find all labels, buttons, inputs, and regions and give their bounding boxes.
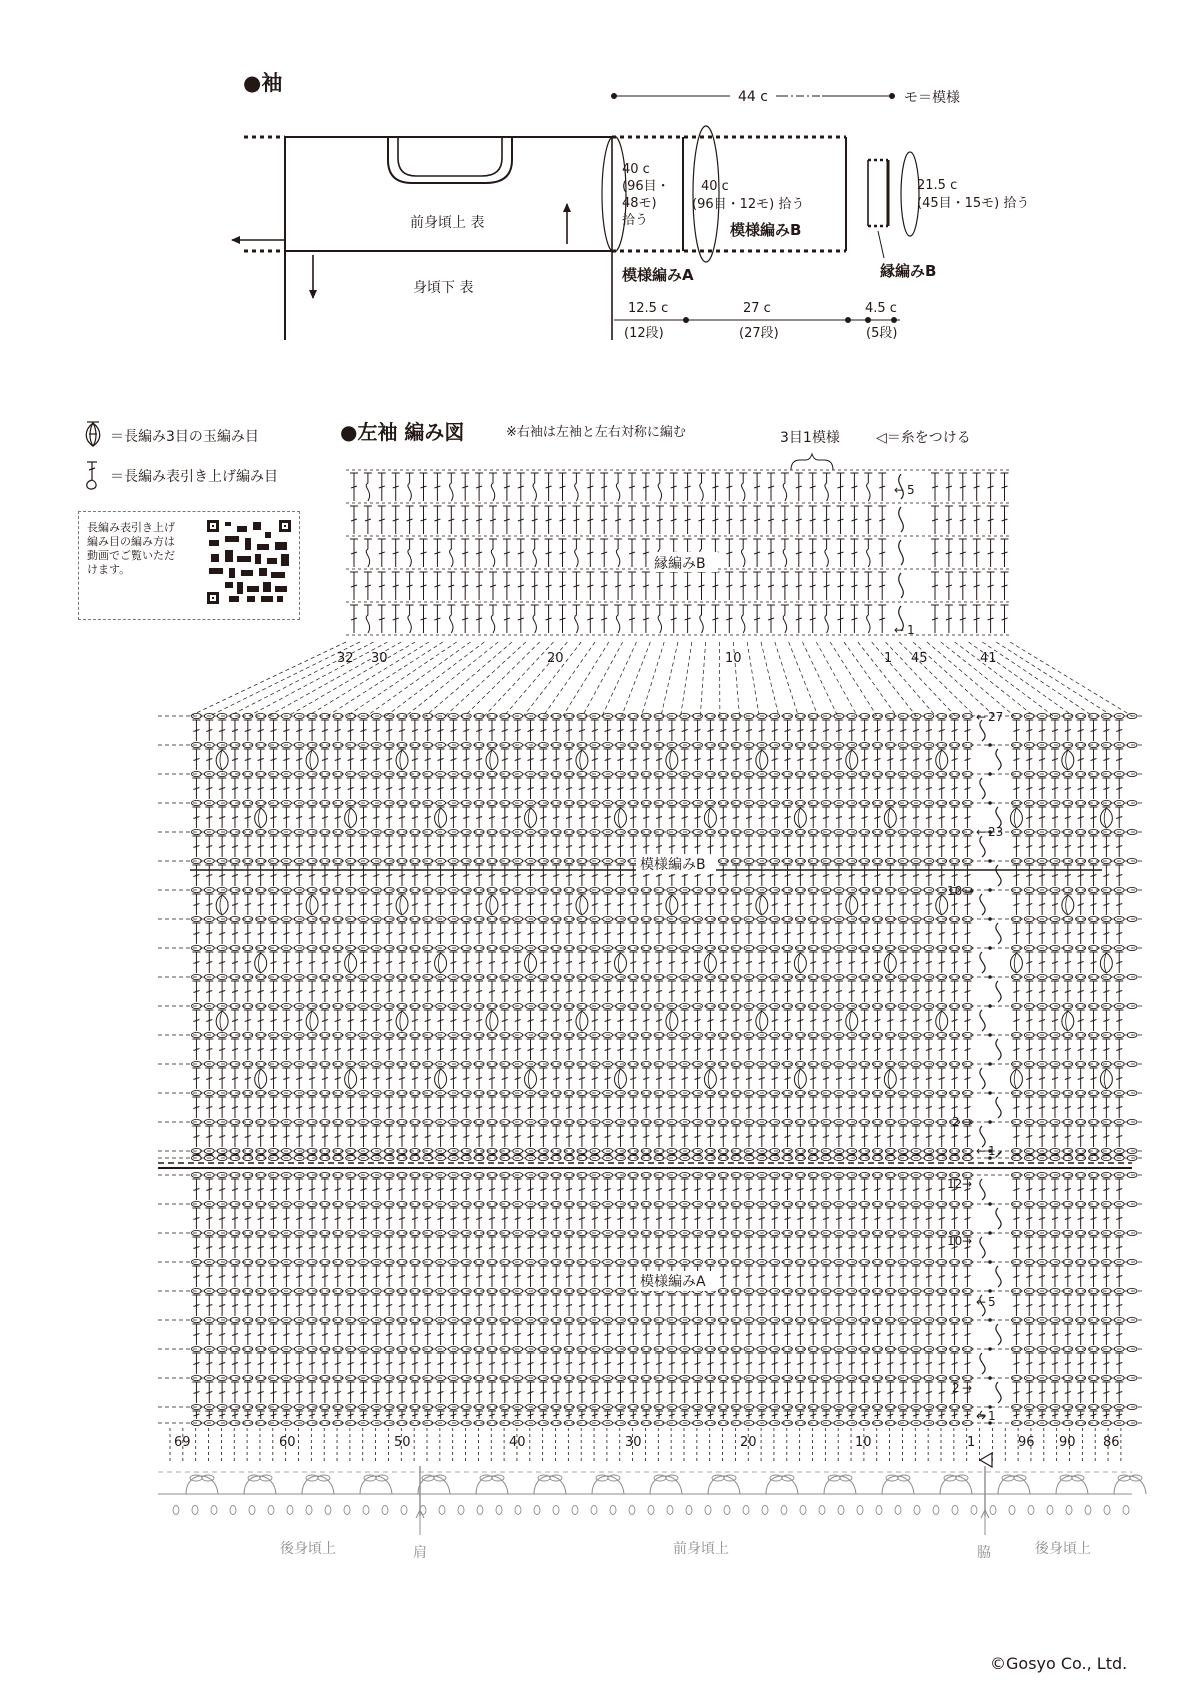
fan-guide bbox=[249, 642, 388, 716]
bobble-symbol-icon bbox=[86, 422, 100, 446]
edge-pickup-line2: (45目・15モ) 拾う bbox=[917, 196, 1030, 211]
bobble-stitch-inner bbox=[850, 750, 852, 770]
front-post-symbol-icon bbox=[87, 462, 97, 489]
edge-turning-stitch bbox=[899, 540, 904, 565]
fan-guide bbox=[602, 642, 636, 716]
bobble-stitch-inner bbox=[670, 750, 672, 770]
bobble-stitch bbox=[884, 1069, 896, 1089]
turning-chain bbox=[996, 865, 1001, 886]
row-join-dot bbox=[988, 859, 992, 863]
pattern-b-label: 模様編みB bbox=[730, 221, 802, 239]
bobble-stitch bbox=[666, 750, 678, 770]
row-join-dot bbox=[988, 946, 992, 950]
turning-chain bbox=[996, 1039, 1001, 1060]
row-join-dot bbox=[988, 772, 992, 776]
bobble-stitch bbox=[884, 953, 896, 973]
body-upper-label: 前身頃上 表 bbox=[410, 215, 485, 231]
bobble-stitch bbox=[1100, 1069, 1112, 1089]
pickup-b-line2: (96目・12モ) 拾う bbox=[692, 197, 805, 212]
edge-pickup-line1: 21.5 c bbox=[917, 178, 958, 193]
row-join-dot bbox=[988, 975, 992, 979]
fan-guide bbox=[747, 642, 759, 716]
row-join-dot bbox=[988, 1062, 992, 1066]
pickup-a-line1: 40 c bbox=[622, 162, 650, 177]
bobble-stitch-inner bbox=[618, 808, 620, 828]
row-join-dot bbox=[988, 917, 992, 921]
edge-turning-stitch bbox=[899, 573, 904, 598]
bobble-stitch bbox=[525, 953, 537, 973]
bobble-stitch-inner bbox=[939, 750, 941, 770]
bobble-stitch bbox=[666, 895, 678, 915]
bobble-stitch-inner bbox=[618, 1069, 620, 1089]
turning-chain bbox=[980, 1068, 985, 1089]
turning-chain bbox=[996, 981, 1001, 1002]
fan-guide bbox=[789, 642, 818, 716]
chart-title: ●左袖 編み図 bbox=[340, 420, 465, 444]
sleeve-overview bbox=[232, 71, 1029, 341]
post-stitch bbox=[783, 473, 786, 501]
fan-guide bbox=[661, 642, 678, 716]
bobble-stitch bbox=[666, 1011, 678, 1031]
bobble-stitch-inner bbox=[708, 953, 710, 973]
bobble-stitch-inner bbox=[348, 953, 350, 973]
pickup-a-line3: 48モ) bbox=[622, 196, 657, 211]
fan-guide bbox=[445, 642, 526, 716]
mo-legend: モ＝模様 bbox=[904, 90, 960, 106]
post-stitch bbox=[533, 605, 536, 633]
bobble-legend-text: ＝長編み3目の玉編み目 bbox=[110, 429, 259, 445]
len-c: 4.5 c bbox=[865, 301, 897, 316]
post-stitch bbox=[825, 605, 828, 633]
fan-guide bbox=[996, 642, 1112, 716]
turning-chain bbox=[980, 1010, 985, 1031]
bobble-stitch bbox=[435, 1069, 447, 1089]
bobble-stitch-inner bbox=[528, 808, 530, 828]
bobble-stitch-inner bbox=[528, 1069, 530, 1089]
width-44-label: 44 c bbox=[738, 89, 768, 105]
bobble-stitch bbox=[216, 750, 228, 770]
bobble-stitch bbox=[486, 895, 498, 915]
bobble-stitch bbox=[1062, 895, 1074, 915]
post-stitch bbox=[783, 605, 786, 633]
fan-guide bbox=[190, 642, 346, 716]
pattern-b-grid bbox=[158, 713, 1142, 1160]
post-stitch bbox=[700, 605, 703, 633]
post-stitch bbox=[700, 473, 703, 501]
bobble-stitch bbox=[525, 1069, 537, 1089]
bobble-stitch bbox=[614, 953, 626, 973]
bobble-stitch-inner bbox=[798, 1069, 800, 1089]
bobble-stitch bbox=[794, 953, 806, 973]
bobble-stitch bbox=[396, 895, 408, 915]
bobble-stitch bbox=[345, 1069, 357, 1089]
rows-b: (27段) bbox=[739, 326, 779, 341]
repeat-label: 3目1模様 bbox=[780, 430, 840, 446]
bobble-stitch bbox=[756, 750, 768, 770]
bobble-stitch bbox=[846, 750, 858, 770]
post-stitch bbox=[741, 539, 744, 567]
bobble-stitch-inner bbox=[528, 953, 530, 973]
post-stitch bbox=[825, 473, 828, 501]
bobble-stitch-inner bbox=[1014, 953, 1016, 973]
bobble-stitch bbox=[846, 895, 858, 915]
bobble-stitch-inner bbox=[438, 808, 440, 828]
bobble-stitch bbox=[576, 1011, 588, 1031]
bobble-stitch-inner bbox=[258, 1069, 260, 1089]
post-stitch bbox=[408, 605, 411, 633]
bobble-stitch-inner bbox=[708, 808, 710, 828]
row-join-dot bbox=[988, 743, 992, 747]
bobble-stitch-inner bbox=[490, 895, 492, 915]
row-join-dot bbox=[988, 1004, 992, 1008]
post-stitch bbox=[366, 539, 369, 567]
row-join-dot bbox=[988, 1091, 992, 1095]
edge-b-label: 縁編みB bbox=[880, 262, 937, 280]
bobble-stitch-inner bbox=[580, 750, 582, 770]
bobble-stitch bbox=[1100, 953, 1112, 973]
bobble-stitch-inner bbox=[798, 953, 800, 973]
bobble-stitch-inner bbox=[760, 895, 762, 915]
bobble-stitch-inner bbox=[438, 1069, 440, 1089]
bobble-stitch bbox=[306, 750, 318, 770]
pattern-a-label: 模様編みA bbox=[622, 266, 694, 284]
bobble-stitch bbox=[306, 895, 318, 915]
bobble-stitch-inner bbox=[1066, 895, 1068, 915]
bobble-stitch bbox=[1062, 1011, 1074, 1031]
post-stitch bbox=[408, 539, 411, 567]
post-stitch bbox=[491, 473, 494, 501]
bobble-stitch-inner bbox=[258, 808, 260, 828]
bobble-stitch bbox=[614, 1069, 626, 1089]
body-shape bbox=[232, 137, 612, 340]
bobble-stitch-inner bbox=[490, 750, 492, 770]
pickup-a-line2: (96目・ bbox=[622, 179, 670, 194]
post-stitch bbox=[616, 605, 619, 633]
post-stitch bbox=[450, 539, 453, 567]
post-stitch bbox=[491, 605, 494, 633]
bobble-stitch bbox=[846, 1011, 858, 1031]
bobble-stitch bbox=[576, 750, 588, 770]
bobble-stitch bbox=[936, 1011, 948, 1031]
turning-chain bbox=[980, 894, 985, 915]
bobble-stitch bbox=[345, 808, 357, 828]
symbol-legend bbox=[86, 422, 278, 489]
fan-guide bbox=[308, 642, 429, 716]
fan-guide bbox=[426, 642, 513, 716]
len-b: 27 c bbox=[743, 301, 771, 316]
row-join-dot bbox=[988, 1033, 992, 1037]
post-stitch bbox=[616, 539, 619, 567]
post-stitch bbox=[491, 539, 494, 567]
bobble-stitch bbox=[884, 808, 896, 828]
post-stitch bbox=[366, 605, 369, 633]
post-stitch bbox=[867, 473, 870, 501]
post-stitch bbox=[741, 473, 744, 501]
bobble-stitch-inner bbox=[1014, 1069, 1016, 1089]
bobble-stitch bbox=[1062, 750, 1074, 770]
post-stitch bbox=[825, 539, 828, 567]
post-stitch bbox=[533, 539, 536, 567]
pickup-b-line1: 40 c bbox=[701, 179, 729, 194]
bobble-stitch bbox=[486, 1011, 498, 1031]
turning-chain bbox=[996, 923, 1001, 944]
fan-guide bbox=[816, 642, 857, 716]
bobble-stitch bbox=[936, 750, 948, 770]
bobble-stitch-inner bbox=[1104, 1069, 1106, 1089]
bobble-stitch bbox=[486, 750, 498, 770]
bobble-stitch-inner bbox=[310, 750, 312, 770]
repeat-brace bbox=[791, 454, 833, 470]
bobble-stitch bbox=[794, 1069, 806, 1089]
chart-note: ※右袖は左袖と左右対称に編む bbox=[506, 425, 686, 440]
post-stitch bbox=[867, 605, 870, 633]
bobble-stitch-inner bbox=[888, 1069, 890, 1089]
post-stitch bbox=[575, 539, 578, 567]
fan-guide bbox=[955, 642, 1054, 716]
bobble-stitch-inner bbox=[939, 895, 941, 915]
bobble-stitch-inner bbox=[888, 953, 890, 973]
bobble-stitch bbox=[756, 1011, 768, 1031]
bobble-stitch-inner bbox=[438, 953, 440, 973]
bobble-stitch-inner bbox=[1066, 1011, 1068, 1031]
bobble-stitch-inner bbox=[580, 1011, 582, 1031]
bobble-stitch-inner bbox=[220, 895, 222, 915]
post-stitch bbox=[741, 605, 744, 633]
front-post-legend-text: ＝長編み表引き上げ編み目 bbox=[110, 469, 278, 485]
fan-guide bbox=[700, 642, 705, 716]
bobble-stitch bbox=[1010, 953, 1022, 973]
bobble-stitch bbox=[936, 895, 948, 915]
fan-guide bbox=[641, 642, 664, 716]
bobble-stitch-inner bbox=[220, 750, 222, 770]
bobble-stitch-inner bbox=[348, 808, 350, 828]
bobble-stitch bbox=[255, 1069, 267, 1089]
bobble-stitch bbox=[396, 750, 408, 770]
post-stitch bbox=[867, 539, 870, 567]
edge-turning-stitch bbox=[899, 507, 904, 532]
bobble-stitch-inner bbox=[490, 1011, 492, 1031]
bobble-stitch-inner bbox=[670, 1011, 672, 1031]
pickup-a-line4: 拾う bbox=[622, 213, 649, 228]
rows-a: (12段) bbox=[624, 326, 664, 341]
turning-chain bbox=[980, 952, 985, 973]
bobble-stitch bbox=[704, 953, 716, 973]
bobble-stitch-inner bbox=[1014, 808, 1016, 828]
sleeve-shape bbox=[602, 126, 919, 262]
length-dimensions bbox=[614, 317, 900, 323]
bobble-stitch bbox=[756, 895, 768, 915]
sleeve-title: ●袖 bbox=[243, 71, 283, 95]
bobble-stitch bbox=[1100, 808, 1112, 828]
bobble-stitch-inner bbox=[708, 1069, 710, 1089]
bobble-stitch bbox=[704, 1069, 716, 1089]
fan-guide bbox=[406, 642, 498, 716]
fan-guide bbox=[465, 642, 540, 716]
fan-guide bbox=[681, 642, 692, 716]
post-stitch bbox=[616, 473, 619, 501]
bobble-stitch bbox=[525, 808, 537, 828]
bobble-stitch bbox=[614, 808, 626, 828]
turning-chain bbox=[980, 778, 985, 799]
bobble-stitch bbox=[435, 808, 447, 828]
row-join-dot bbox=[988, 801, 992, 805]
bobble-stitch bbox=[435, 953, 447, 973]
fan-guide bbox=[583, 642, 623, 716]
post-stitch bbox=[450, 473, 453, 501]
bobble-stitch-inner bbox=[580, 895, 582, 915]
join-legend: ◁＝糸をつける bbox=[876, 430, 971, 446]
bobble-stitch-inner bbox=[670, 895, 672, 915]
fan-guide bbox=[761, 642, 779, 716]
turning-chain bbox=[996, 1097, 1001, 1118]
bobble-stitch bbox=[216, 895, 228, 915]
bobble-stitch-inner bbox=[1104, 808, 1106, 828]
bobble-stitch-inner bbox=[400, 895, 402, 915]
bobble-stitch-inner bbox=[939, 1011, 941, 1031]
bobble-stitch bbox=[1010, 1069, 1022, 1089]
bobble-stitch-inner bbox=[1066, 750, 1068, 770]
bobble-stitch-inner bbox=[310, 895, 312, 915]
bobble-stitch bbox=[704, 808, 716, 828]
bobble-stitch bbox=[216, 1011, 228, 1031]
bobble-stitch-inner bbox=[760, 750, 762, 770]
bobble-stitch bbox=[1010, 808, 1022, 828]
bobble-stitch bbox=[345, 953, 357, 973]
bobble-stitch bbox=[255, 953, 267, 973]
bobble-stitch-inner bbox=[220, 1011, 222, 1031]
row-join-dot bbox=[988, 888, 992, 892]
fan-guide bbox=[347, 642, 457, 716]
turning-chain bbox=[980, 836, 985, 857]
post-stitch bbox=[366, 473, 369, 501]
post-stitch bbox=[575, 605, 578, 633]
post-stitch bbox=[575, 473, 578, 501]
fan-guide bbox=[563, 642, 609, 716]
bobble-stitch-inner bbox=[310, 1011, 312, 1031]
bobble-stitch-inner bbox=[348, 1069, 350, 1089]
bobble-stitch-inner bbox=[1104, 953, 1106, 973]
fan-guide bbox=[622, 642, 651, 716]
post-stitch bbox=[408, 473, 411, 501]
bobble-stitch-inner bbox=[400, 750, 402, 770]
row-join-dot bbox=[988, 1120, 992, 1124]
post-stitch bbox=[450, 605, 453, 633]
bobble-stitch-inner bbox=[798, 808, 800, 828]
post-stitch bbox=[658, 473, 661, 501]
bobble-stitch-inner bbox=[850, 1011, 852, 1031]
width-44-dimension bbox=[611, 86, 895, 106]
fan-guide bbox=[386, 642, 484, 716]
bobble-stitch-inner bbox=[400, 1011, 402, 1031]
bobble-stitch-inner bbox=[850, 895, 852, 915]
body-lower-label: 身頃下 表 bbox=[413, 280, 474, 296]
post-stitch bbox=[783, 539, 786, 567]
turning-chain bbox=[996, 749, 1001, 770]
bobble-stitch-inner bbox=[258, 953, 260, 973]
bobble-stitch bbox=[794, 808, 806, 828]
bobble-stitch-inner bbox=[618, 953, 620, 973]
fan-guide bbox=[982, 642, 1092, 716]
post-stitch bbox=[533, 473, 536, 501]
bobble-stitch bbox=[576, 895, 588, 915]
bobble-stitch bbox=[306, 1011, 318, 1031]
fan-guide bbox=[1010, 642, 1132, 716]
post-stitch bbox=[658, 605, 661, 633]
bobble-stitch bbox=[255, 808, 267, 828]
bobble-stitch-inner bbox=[888, 808, 890, 828]
bobble-stitch-inner bbox=[760, 1011, 762, 1031]
fan-guide bbox=[927, 642, 1014, 716]
fan-guide bbox=[775, 642, 799, 716]
fan-guide bbox=[484, 642, 553, 716]
len-a: 12.5 c bbox=[628, 301, 669, 316]
bobble-stitch bbox=[396, 1011, 408, 1031]
rows-c: (5段) bbox=[866, 326, 898, 341]
fan-guide bbox=[803, 642, 838, 716]
